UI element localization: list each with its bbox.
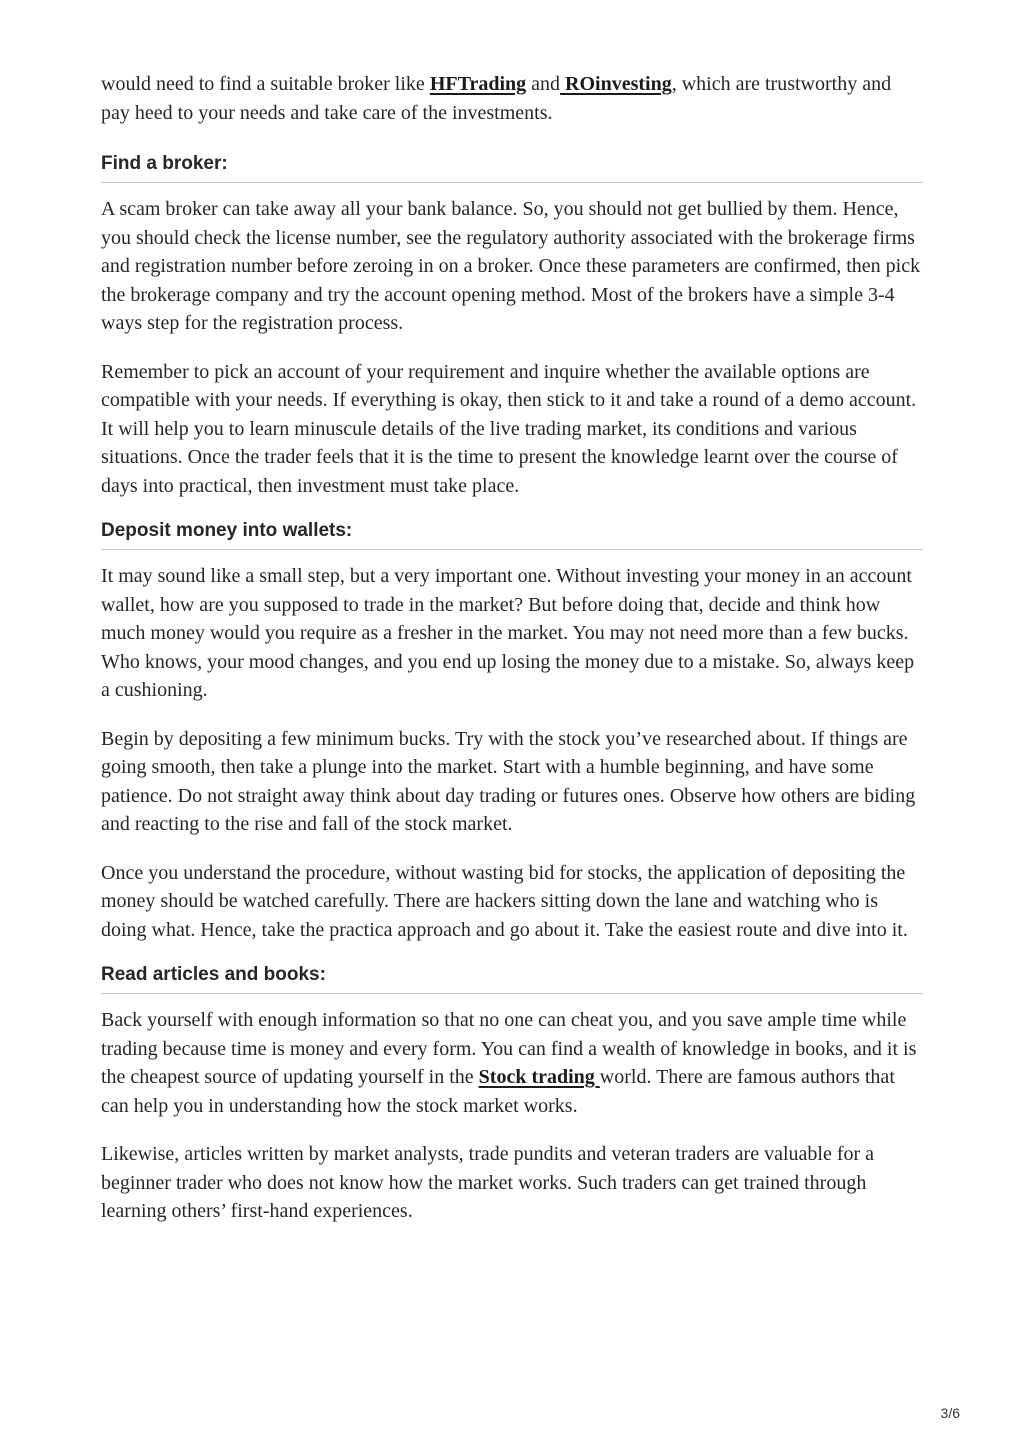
intro-text-mid: and [526,73,561,95]
intro-text-before: would need to find a suitable broker like [101,73,430,95]
deposit-paragraph-3: Once you understand the procedure, without wasting bid for stocks, the application of depositing the money should be watched carefully. There are hackers sitting down the lane and watching who is doing what. Hence, take the practica approach and go about it. Take the easiest route and dive into it. [101,861,908,941]
heading-deposit-money: Deposit money into wallets: [101,520,923,550]
document-page [101,70,923,1246]
intro-text-after: , which are trustworthy and pay heed to your needs and take care of the investments. [101,73,892,124]
read-paragraph-2: Likewise, articles written by market analysts, trade pundits and veteran traders are valuable for a beginner trader who does not know how the market works. Such traders can get trained through learning others’ first-hand experiences. [101,1143,875,1222]
read-text-before: Back yourself with enough information so that no one can cheat you, and you save ample time while trading because time is money and every form. You can find a wealth of knowledge in books, and it is the cheapest source of updating yourself in the [101,1009,917,1088]
read-paragraph-1 [101,1006,923,1120]
page-number: 3/6 [940,1405,960,1421]
heading-read-articles: Read articles and books: [101,964,923,994]
read-text-after: world. There are famous authors that can help you in understanding how the stock market works. [101,1066,895,1117]
stock-trading-link[interactable]: Stock trading [478,1066,600,1088]
heading-find-a-broker: Find a broker: [101,153,923,183]
deposit-paragraph-1: It may sound like a small step, but a very important one. Without investing your money in an account wallet, how are you supposed to trade in the market? But before doing that, decide and think how much money would you require as a fresher in the market. You may not need more than a few bucks. Who knows, your mood changes, and you end up losing the money due to a mistake. So, always keep a cushioning. [101,565,915,701]
broker-paragraph-1: A scam broker can take away all your bank balance. So, you should not get bullied by them. Hence, you should check the license number, see the regulatory authority associated with the brokerage firms and registration number before zeroing in on a broker. Once these parameters are confirmed, then pick the brokerage company and try the account opening method. Most of the brokers have a simple 3-4 ways step for the registration process. [101,198,921,334]
roinvesting-link[interactable]: ROinvesting [560,73,672,95]
hftrading-link[interactable]: HFTrading [429,73,527,95]
intro-paragraph [101,70,923,127]
deposit-paragraph-2: Begin by depositing a few minimum bucks. Try with the stock you’ve researched about. If things are going smooth, then take a plunge into the market. Start with a humble beginning, and have some patience. Do not straight away think about day trading or futures ones. Observe how others are biding and reacting to the rise and fall of the stock market. [101,727,916,835]
broker-paragraph-2: Remember to pick an account of your requirement and inquire whether the available options are compatible with your needs. If everything is okay, then stick to it and take a round of a demo account. It will help you to learn minuscule details of the live trading market, its conditions and various situations. Once the trader feels that it is the time to present the knowledge learnt over the course of days into practical, then investment must take place. [101,360,917,497]
